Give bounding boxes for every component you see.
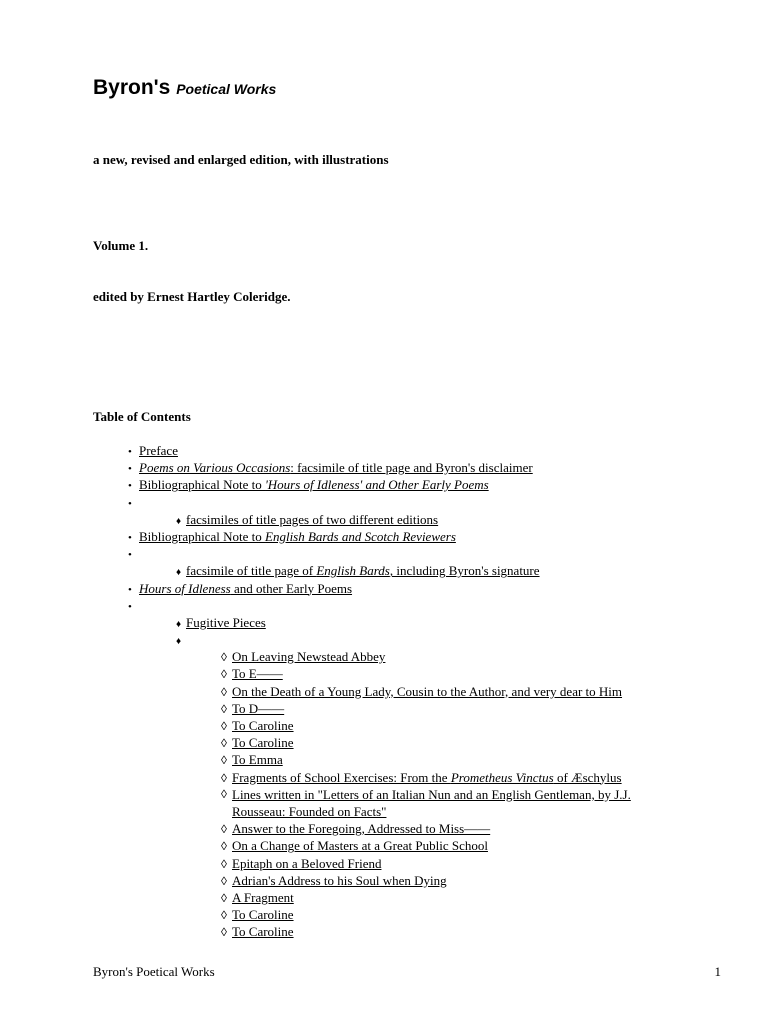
lozenge-marker: ◊ [221,925,227,940]
title-sub: Poetical Works [176,81,277,97]
toc-poem-item [0,769,768,786]
toc-heading: Table of Contents [93,409,191,424]
toc-poem-item [0,923,768,940]
toc-item-empty [0,597,768,614]
lozenge-marker: ◊ [221,736,227,751]
lozenge-marker: ◊ [221,786,227,801]
toc-link-poems-various[interactable]: Poems on Various Occasions: facsimile of title page and Byron's disclaimer [139,460,533,476]
lozenge-marker: ◊ [221,856,227,871]
bullet-marker: • [128,463,132,476]
toc-item-preface [0,442,768,459]
toc-poem-item [0,872,768,889]
toc-link-preface[interactable]: Preface [139,443,178,458]
bullet-marker: • [128,497,132,510]
toc-poem-item [0,820,768,837]
toc-link-poem[interactable]: To Emma [232,752,283,768]
toc-link-poem[interactable]: To D—— [232,700,285,716]
diamond-marker: ♦ [176,636,182,648]
toc-poem-item [0,700,768,717]
bullet-marker: • [128,480,132,493]
toc-link-poem[interactable]: To Caroline [232,718,294,733]
toc-link-poem[interactable]: Epitaph on a Beloved Friend [232,855,382,871]
bullet-marker: • [128,549,132,562]
toc-link-poem[interactable]: On the Death of a Young Lady, Cousin to the Author, and very dear to Him [232,683,623,699]
toc-link-facsimile-bards[interactable]: facsimile of title page of English Bards, including Byron's signature [186,563,540,579]
toc-item-fugitive [0,614,768,631]
toc-item-facsimile-bards [0,562,768,579]
lozenge-marker: ◊ [221,873,227,888]
lozenge-marker: ◊ [221,770,227,785]
toc-link-biblio-hours[interactable]: Bibliographical Note to 'Hours of Idleness' and Other Early Poems [139,477,489,493]
toc-link-facsimiles-two[interactable]: facsimiles of title pages of two different editions [186,511,439,527]
toc-poem-item [0,837,768,854]
toc-poem-item [0,734,768,751]
lozenge-marker: ◊ [221,701,227,716]
toc-item-empty [0,494,768,511]
toc-link-poem[interactable]: Adrian's Address to his Soul when Dying [232,872,447,888]
diamond-marker: ♦ [176,567,182,579]
toc-poem-item [0,717,768,734]
lozenge-marker: ◊ [221,667,227,682]
toc-item-hours-idleness [0,580,768,597]
toc-link-poem[interactable]: To Caroline [232,735,294,751]
toc-item-biblio-hours [0,476,768,493]
page-number: 1 [714,964,721,979]
lozenge-marker: ◊ [221,908,227,923]
toc-poem-item [0,906,768,923]
toc-link-poem[interactable]: To Caroline [232,907,294,923]
toc-item-empty [0,631,768,648]
toc-link-poem[interactable]: On Leaving Newstead Abbey [232,649,386,665]
toc-poem-item [0,751,768,768]
toc-poem-item [0,855,768,872]
bullet-marker: • [128,600,132,613]
toc-link-poem[interactable]: To E—— [232,666,283,682]
toc-poem-item [0,889,768,906]
lozenge-marker: ◊ [221,890,227,905]
title-main: Byron's [93,76,171,99]
edition-subtitle: a new, revised and enlarged edition, with illustrations [93,152,389,167]
toc-link-biblio-bards[interactable]: Bibliographical Note to English Bards and Scotch Reviewers [139,528,456,544]
footer-title: Byron's Poetical Works [93,964,215,979]
lozenge-marker: ◊ [221,684,227,699]
toc-link-poem[interactable]: Fragments of School Exercises: From the Prometheus Vinctus of Æschylus [232,769,622,785]
book-title [93,76,276,100]
toc-link-poem[interactable]: On a Change of Masters at a Great Public School [232,838,488,854]
editor-line: edited by Ernest Hartley Coleridge. [93,289,291,304]
table-of-contents [0,442,768,940]
lozenge-marker: ◊ [221,650,227,665]
lozenge-marker: ◊ [221,753,227,768]
toc-link-hours-idleness[interactable]: Hours of Idleness and other Early Poems [139,580,353,596]
toc-poem-item [0,665,768,682]
diamond-marker: ♦ [176,515,182,527]
lozenge-marker: ◊ [221,822,227,837]
lozenge-marker: ◊ [221,719,227,733]
lozenge-marker: ◊ [221,839,227,854]
toc-item-facsimiles-two [0,511,768,528]
toc-poem-item [0,648,768,665]
toc-link-poem[interactable]: Lines written in "Letters of an Italian Nun and an English Gentleman, by J.J. Rousseau: Founded on Facts" [232,786,631,819]
toc-link-poem[interactable]: To Caroline [232,924,294,940]
volume-label: Volume 1. [93,238,149,253]
toc-link-poem[interactable]: Answer to the Foregoing, Addressed to Miss—— [232,821,491,837]
toc-poem-item [0,683,768,700]
toc-poem-item [0,786,768,820]
bullet-marker: • [128,446,132,458]
toc-link-fugitive[interactable]: Fugitive Pieces [186,614,266,630]
toc-link-poem[interactable]: A Fragment [232,889,294,905]
bullet-marker: • [128,531,132,544]
toc-item-biblio-bards [0,528,768,545]
diamond-marker: ♦ [176,618,182,630]
bullet-marker: • [128,583,132,596]
toc-item-empty [0,545,768,562]
toc-item-poems-various [0,459,768,476]
